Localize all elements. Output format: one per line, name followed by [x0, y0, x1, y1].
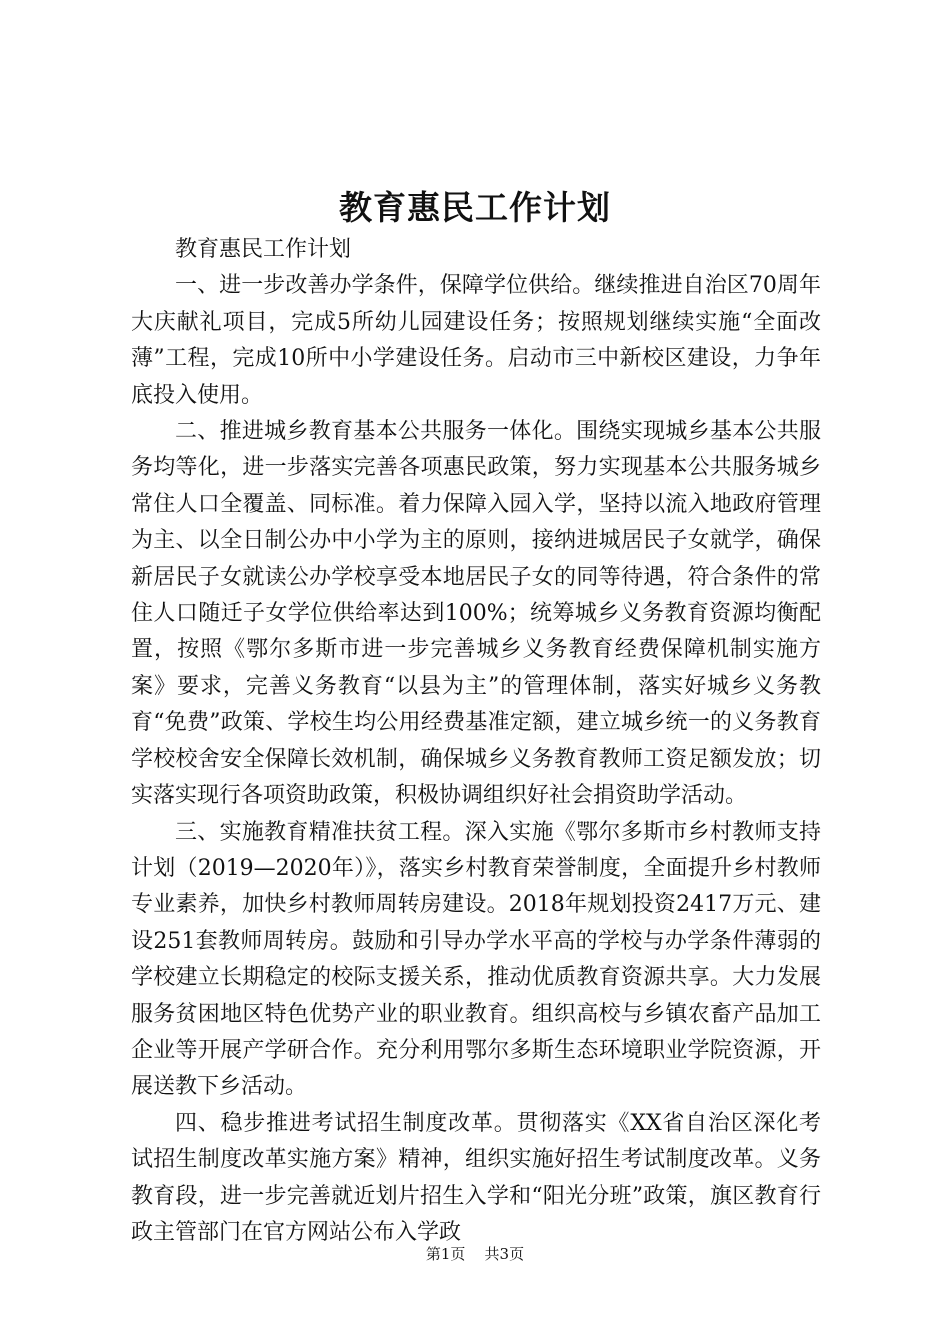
- paragraph-section-4: 四、稳步推进考试招生制度改革。贯彻落实《XX省自治区深化考试招生制度改革实施方案》精神，组织实施好招生考试制度改革。义务教育段，进一步完善就近划片招生入学和“阳光分班”政策，旗区教育行政主管部门在官方网站公布入学政: [131, 1110, 821, 1245]
- document-title: 教育惠民工作计划: [339, 188, 611, 227]
- paragraph-heading: 教育惠民工作计划: [175, 237, 352, 262]
- paragraph-section-2: 二、推进城乡教育基本公共服务一体化。围绕实现城乡基本公共服务均等化，进一步落实完善各项惠民政策，努力实现基本公共服务城乡常住人口全覆盖、同标准。着力保障入园入学，坚持以流入地政府管理为主、以全日制公办中小学为主的原则，接纳进城居民子女就学，确保新居民子女就读公办学校享受本地居民子女的同等待遇，符合条件的常住人口随迁子女学位供给率达到100%；统筹城乡义务教育资源均衡配置，按照《鄂尔多斯市进一步完善城乡义务教育经费保障机制实施方案》要求，完善义务教育“以县为主”的管理体制，落实好城乡义务教育“免费”政策、学校生均公用经费基准定额，建立城乡统一的义务教育学校校舍安全保障长效机制，确保城乡义务教育教师工资足额发放；切实落实现行各项资助政策，积极协调组织好社会捐资助学活动。: [131, 419, 821, 809]
- total-pages: 共3页: [484, 1245, 525, 1263]
- paragraph-section-3: 三、实施教育精准扶贫工程。深入实施《鄂尔多斯市乡村教师支持计划（2019—2020年）》，落实乡村教育荣誉制度，全面提升乡村教师专业素养，加快乡村教师周转房建设。2018年规划投资2417万元、建设251套教师周转房。鼓励和引导办学水平高的学校与办学条件薄弱的学校建立长期稳定的校际支援关系，推动优质教育资源共享。大力发展服务贫困地区特色优势产业的职业教育。组织高校与乡镇农畜产品加工企业等开展产学研合作。充分利用鄂尔多斯生态环境职业学院资源，开展送教下乡活动。: [131, 819, 821, 1100]
- paragraph-section-1: 一、进一步改善办学条件，保障学位供给。继续推进自治区70周年大庆献礼项目，完成5所幼儿园建设任务；按照规划继续实施“全面改薄”工程，完成10所中小学建设任务。启动市三中新校区建设，力争年底投入使用。: [131, 273, 821, 408]
- footer-spacer: [470, 1245, 480, 1263]
- page-number: 第1页: [425, 1245, 466, 1263]
- document-body: [131, 232, 821, 1251]
- page-footer: [0, 1244, 950, 1264]
